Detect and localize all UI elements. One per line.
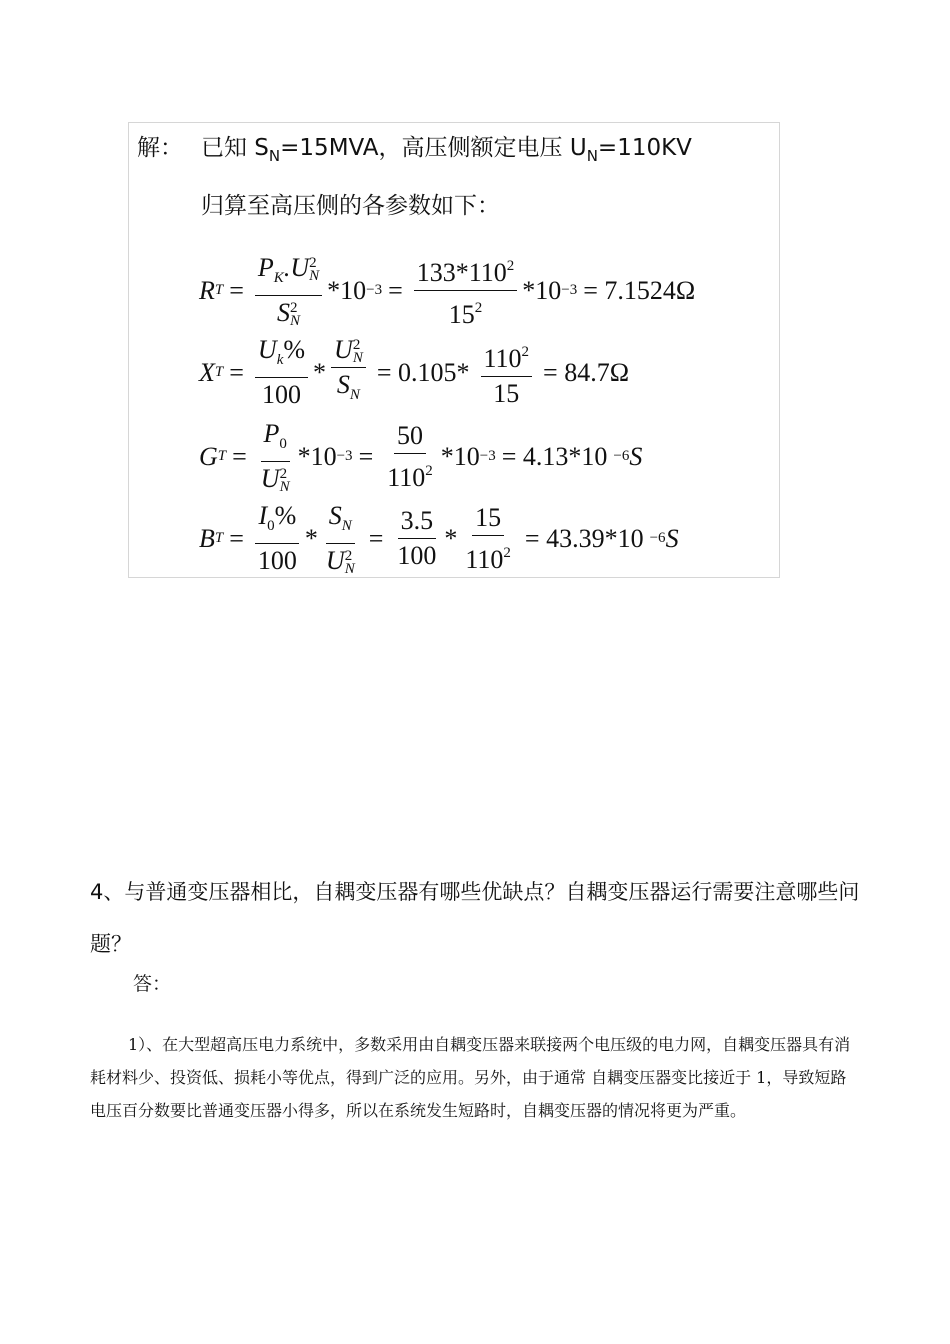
reduction-line: 归算至高压侧的各参数如下： xyxy=(201,193,500,219)
question-title: 4、与普通变压器相比，自耦变压器有哪些优缺点？自耦变压器运行需要注意哪些问题？ xyxy=(90,880,860,956)
answer-label: 答： xyxy=(133,973,172,995)
solution-image xyxy=(128,122,780,578)
equation-reactance: X T = $\frac{U_k\%}{100}$ * U 2 N $S_N$ = 0.105* $\frac{110^2}{15}$ = 84.7Ω xyxy=(199,335,630,410)
equation-conductance: G T = $P_0$ U 2 N *10 −3 = $\frac{50}{110^2}$ *10 −3 = 4.13*10 −6 S xyxy=(199,419,643,496)
equation-resistance: R T = $P_K.U$ 2 N S 2 N *10 −3 = $\frac{133*110^2}{15^2}$ *10 −3 = 7.1524Ω xyxy=(199,252,696,330)
equation-susceptance: B T = $\frac{I_0\%}{100}$ * $S_N$ U 2 N = $\frac{3.5}{100}$ * $\frac{15}{110^2}$ = 43.39*10 −6 S xyxy=(199,501,679,578)
given-line: 已知 $S_N=15MVA$，高压侧额定电压 $U_N=110KV$ xyxy=(201,135,692,165)
solution-label: 解： xyxy=(137,135,183,161)
answer-paragraph: 1）、在大型超高压电力系统中，多数采用由自耦变压器来联接两个电压级的电力网，自耦变压器具有消耗材料少、投资低、损耗小等优点，得到广泛的应用。另外，由于通常 自耦变压器变比接近于 1，导致短路电压百分数要比普通变压器小得多，所以在系统发生短路时，自耦变压器的情况将更为严重。 xyxy=(90,1035,851,1120)
